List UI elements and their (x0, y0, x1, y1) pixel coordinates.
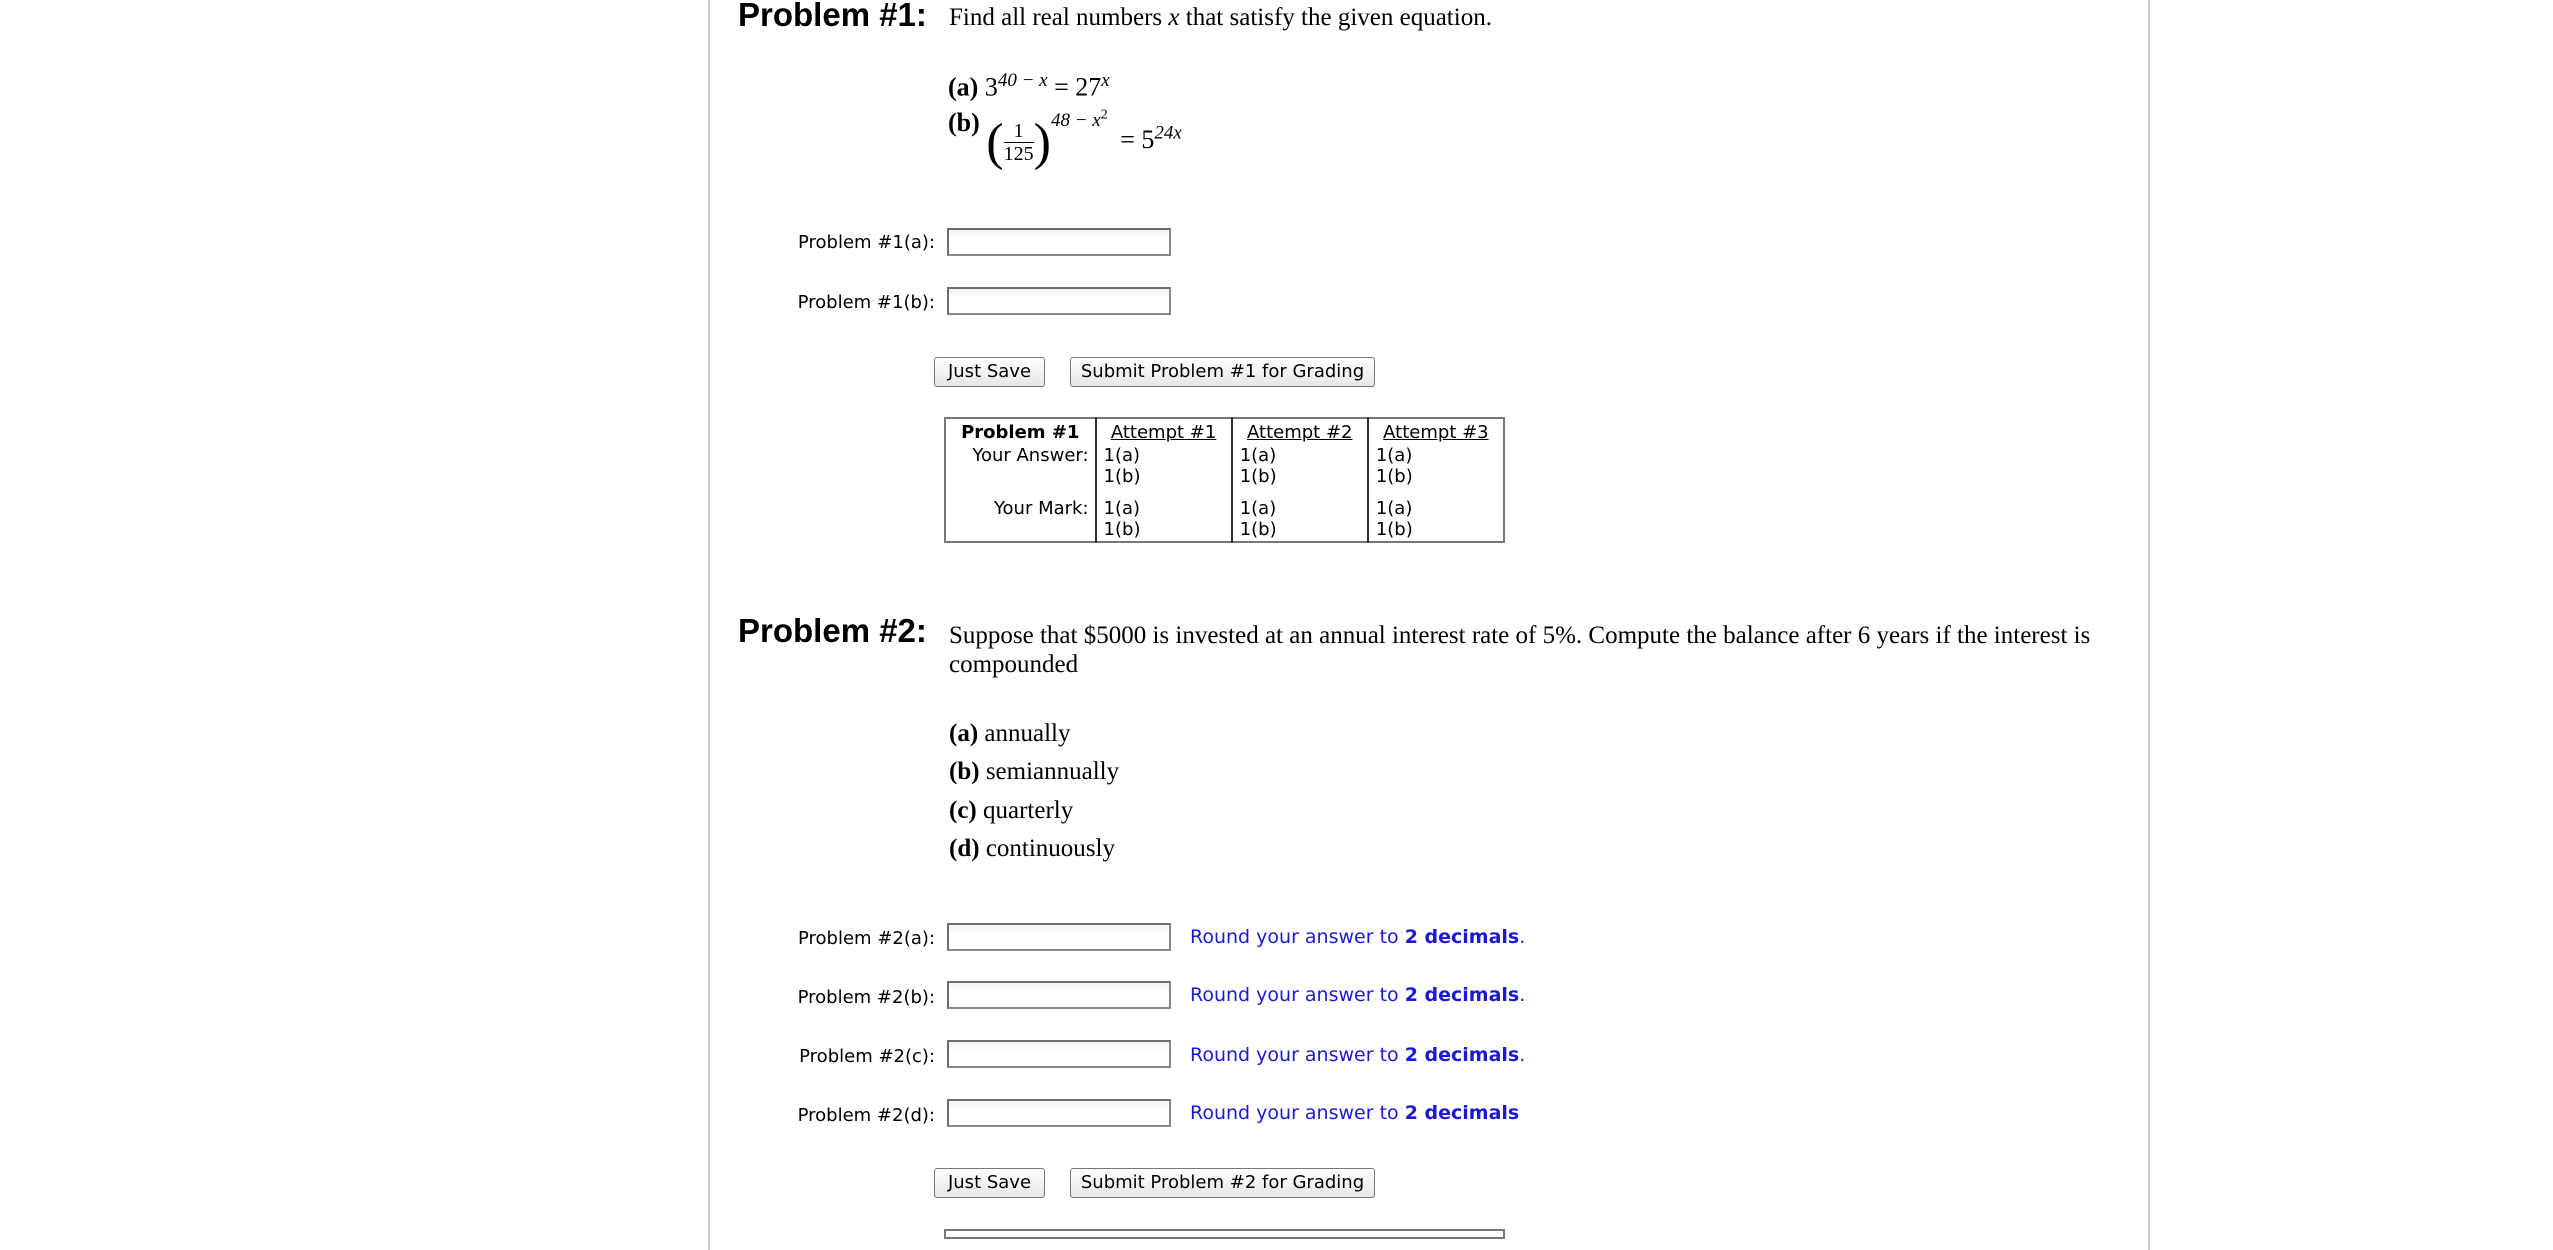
problem1a-answer-input[interactable] (947, 228, 1171, 256)
cell-part: 1(a) (1239, 445, 1277, 466)
math-rhs: = 27 (1047, 72, 1102, 102)
just-save-button[interactable]: Just Save (934, 357, 1045, 387)
cell-part: 1(a) (1375, 498, 1413, 519)
fraction-denominator: 125 (1003, 142, 1034, 165)
just-save-button[interactable]: Just Save (934, 1168, 1045, 1198)
prompt-text: Find all real numbers (949, 4, 1169, 31)
problem2b-answer-input[interactable] (947, 981, 1171, 1009)
problem1-equation-b (948, 108, 1182, 172)
submit-problem1-button[interactable]: Submit Problem #1 for Grading (1070, 357, 1375, 387)
math-exponent: 24x (1154, 122, 1182, 144)
problem2-part-a (949, 720, 1071, 748)
math-rhs: = 5 (1120, 125, 1155, 155)
mark-row-label: Your Mark: (993, 498, 1089, 519)
input-label: Problem #2(b): (797, 987, 935, 1008)
attempt-header[interactable]: Attempt #1 (1096, 418, 1232, 444)
math-exponent: 2 (1100, 108, 1108, 123)
attempt-header[interactable]: Attempt #3 (1368, 418, 1504, 444)
cell-part: 1(a) (1375, 445, 1413, 466)
part-text: quarterly (983, 797, 1074, 824)
part-label: (a) (948, 72, 979, 102)
problem2-prompt: Suppose that $5000 is invested at an annual interest rate of 5%. Compute the balance after 6 years if the interest is (949, 622, 2091, 649)
hint-text: . (1519, 926, 1526, 948)
hint-emphasis: 2 decimals (1404, 984, 1520, 1006)
hint-text: Round your answer to (1190, 984, 1405, 1006)
problem1-prompt (949, 4, 1492, 32)
math-exponent: 40 − x (997, 70, 1048, 91)
submit-problem2-button[interactable]: Submit Problem #2 for Grading (1070, 1168, 1375, 1198)
paren-right: ) (1033, 113, 1051, 171)
cell-part: 1(a) (1103, 445, 1141, 466)
part-text: semiannually (985, 758, 1120, 785)
problem1-equation-a (948, 70, 1110, 103)
rounding-hint (1190, 926, 1525, 948)
hint-text: Round your answer to (1190, 1044, 1405, 1066)
mark-cell (1368, 488, 1504, 542)
hint-text: Round your answer to (1190, 1102, 1405, 1124)
problem2c-answer-input[interactable] (947, 1040, 1171, 1068)
hint-text: . (1519, 984, 1526, 1006)
problem2-part-d (949, 835, 1115, 863)
part-text: annually (984, 720, 1071, 747)
answer-cell (1096, 444, 1232, 488)
cell-part: 1(b) (1375, 519, 1413, 540)
problem1-title: Problem #1: (738, 0, 927, 33)
problem2-prompt-line2: compounded (949, 651, 1079, 678)
part-label: (d) (949, 835, 980, 862)
part-label: (a) (949, 720, 979, 747)
problem1b-answer-input[interactable] (947, 287, 1171, 315)
problem2a-answer-input[interactable] (947, 923, 1171, 951)
mark-cell (1096, 488, 1232, 542)
cell-part: 1(b) (1239, 466, 1277, 487)
paren-left: ( (986, 113, 1004, 171)
part-label: (c) (949, 797, 977, 824)
mark-cell (1232, 488, 1368, 542)
part-label: (b) (949, 758, 980, 785)
hint-text: Round your answer to (1190, 926, 1405, 948)
input-label: Problem #2(d): (797, 1105, 935, 1126)
prompt-text: that satisfy the given equation. (1179, 4, 1492, 31)
hint-text: . (1519, 1044, 1526, 1066)
input-label: Problem #2(c): (799, 1046, 935, 1067)
fraction (1004, 120, 1034, 165)
table-header: Problem #1 (961, 422, 1080, 443)
cell-part: 1(b) (1103, 519, 1141, 540)
cell-part: 1(b) (1375, 466, 1413, 487)
cell-part: 1(a) (1103, 498, 1141, 519)
rounding-hint (1190, 1044, 1525, 1066)
problem2d-answer-input[interactable] (947, 1099, 1171, 1127)
cell-part: 1(b) (1103, 466, 1141, 487)
cell-part: 1(a) (1239, 498, 1277, 519)
problem1-attempts-table (944, 417, 1505, 543)
rounding-hint (1190, 984, 1525, 1006)
problem2-title: Problem #2: (738, 612, 927, 649)
problem2-part-c (949, 797, 1073, 825)
math-exponent: 48 − x (1050, 110, 1101, 132)
rounding-hint (1190, 1102, 1519, 1124)
hint-emphasis: 2 decimals (1404, 926, 1520, 948)
answer-cell (1368, 444, 1504, 488)
problem2-part-b (949, 758, 1119, 786)
part-text: continuously (985, 835, 1115, 862)
answer-row-label: Your Answer: (972, 445, 1089, 466)
prompt-variable: x (1168, 4, 1180, 31)
input-label: Problem #1(a): (798, 232, 935, 253)
cell-part: 1(b) (1239, 519, 1277, 540)
attempt-header[interactable]: Attempt #2 (1232, 418, 1368, 444)
hint-emphasis: 2 decimals (1404, 1102, 1520, 1124)
input-label: Problem #1(b): (797, 292, 935, 313)
math-exponent: x (1101, 70, 1110, 91)
input-label: Problem #2(a): (798, 928, 935, 949)
part-label: (b) (948, 108, 980, 137)
hint-emphasis: 2 decimals (1404, 1044, 1520, 1066)
answer-cell (1232, 444, 1368, 488)
fraction-numerator: 1 (1004, 120, 1034, 143)
math-base: 3 (984, 72, 998, 102)
